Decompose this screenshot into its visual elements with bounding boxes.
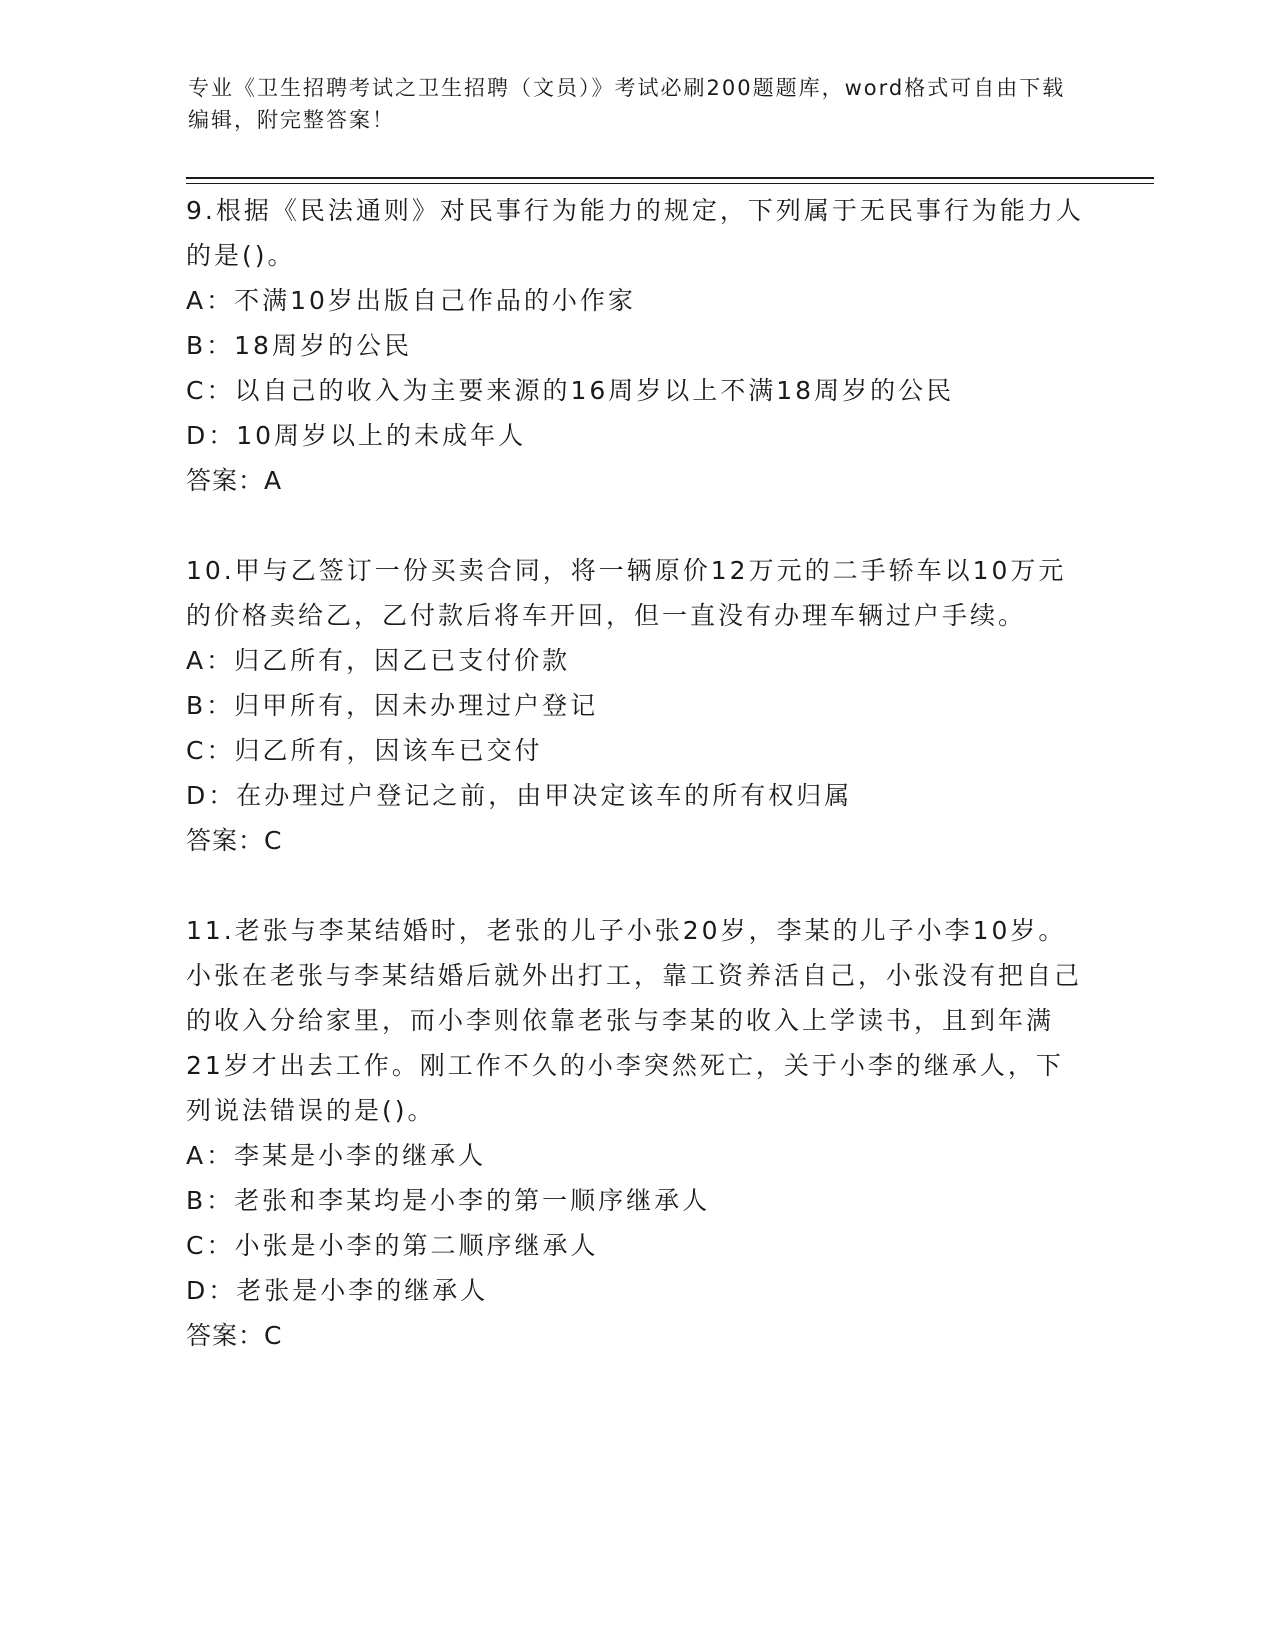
option-a: A：归乙所有，因乙已支付价款 [186, 646, 571, 675]
question-stem: 9.根据《民法通则》对民事行为能力的规定，下列属于无民事行为能力人的是()。 [186, 196, 1084, 270]
answer: 答案：C [186, 826, 283, 855]
question-11 [186, 908, 1086, 1358]
answer: 答案：A [186, 466, 283, 495]
question-stem: 11.老张与李某结婚时，老张的儿子小张20岁，李某的儿子小李10岁。小张在老张与李某结婚后就外出打工，靠工资养活自己，小张没有把自己的收入分给家里，而小李则依靠老张与李某的收入上学读书，且到年满21岁才出去工作。刚工作不久的小李突然死亡，关于小李的继承人，下列说法错误的是()。 [186, 916, 1083, 1125]
question-9 [186, 188, 1086, 503]
option-d: D：在办理过户登记之前，由甲决定该车的所有权归属 [186, 781, 853, 810]
question-10 [186, 548, 1086, 863]
option-b: B：归甲所有，因未办理过户登记 [186, 691, 599, 720]
question-spacer [186, 863, 1086, 908]
option-c: C：以自己的收入为主要来源的16周岁以上不满18周岁的公民 [186, 376, 955, 405]
header-divider-thick [186, 177, 1154, 179]
option-a: A：不满10岁出版自己作品的小作家 [186, 286, 636, 315]
option-b: B：18周岁的公民 [186, 331, 412, 360]
question-list [186, 188, 1086, 1358]
document-header: 专业《卫生招聘考试之卫生招聘（文员）》考试必刷200题题库，word格式可自由下载编辑，附完整答案！ [188, 76, 1066, 132]
option-a: A：李某是小李的继承人 [186, 1141, 487, 1170]
option-c: C：小张是小李的第二顺序继承人 [186, 1231, 599, 1260]
option-d: D：10周岁以上的未成年人 [186, 421, 527, 450]
answer: 答案：C [186, 1321, 283, 1350]
option-b: B：老张和李某均是小李的第一顺序继承人 [186, 1186, 711, 1215]
option-d: D：老张是小李的继承人 [186, 1276, 489, 1305]
header-divider-thin [186, 183, 1154, 184]
question-spacer [186, 503, 1086, 548]
question-stem: 10.甲与乙签订一份买卖合同，将一辆原价12万元的二手轿车以10万元的价格卖给乙，乙付款后将车开回，但一直没有办理车辆过户手续。 [186, 556, 1067, 630]
option-c: C：归乙所有，因该车已交付 [186, 736, 543, 765]
